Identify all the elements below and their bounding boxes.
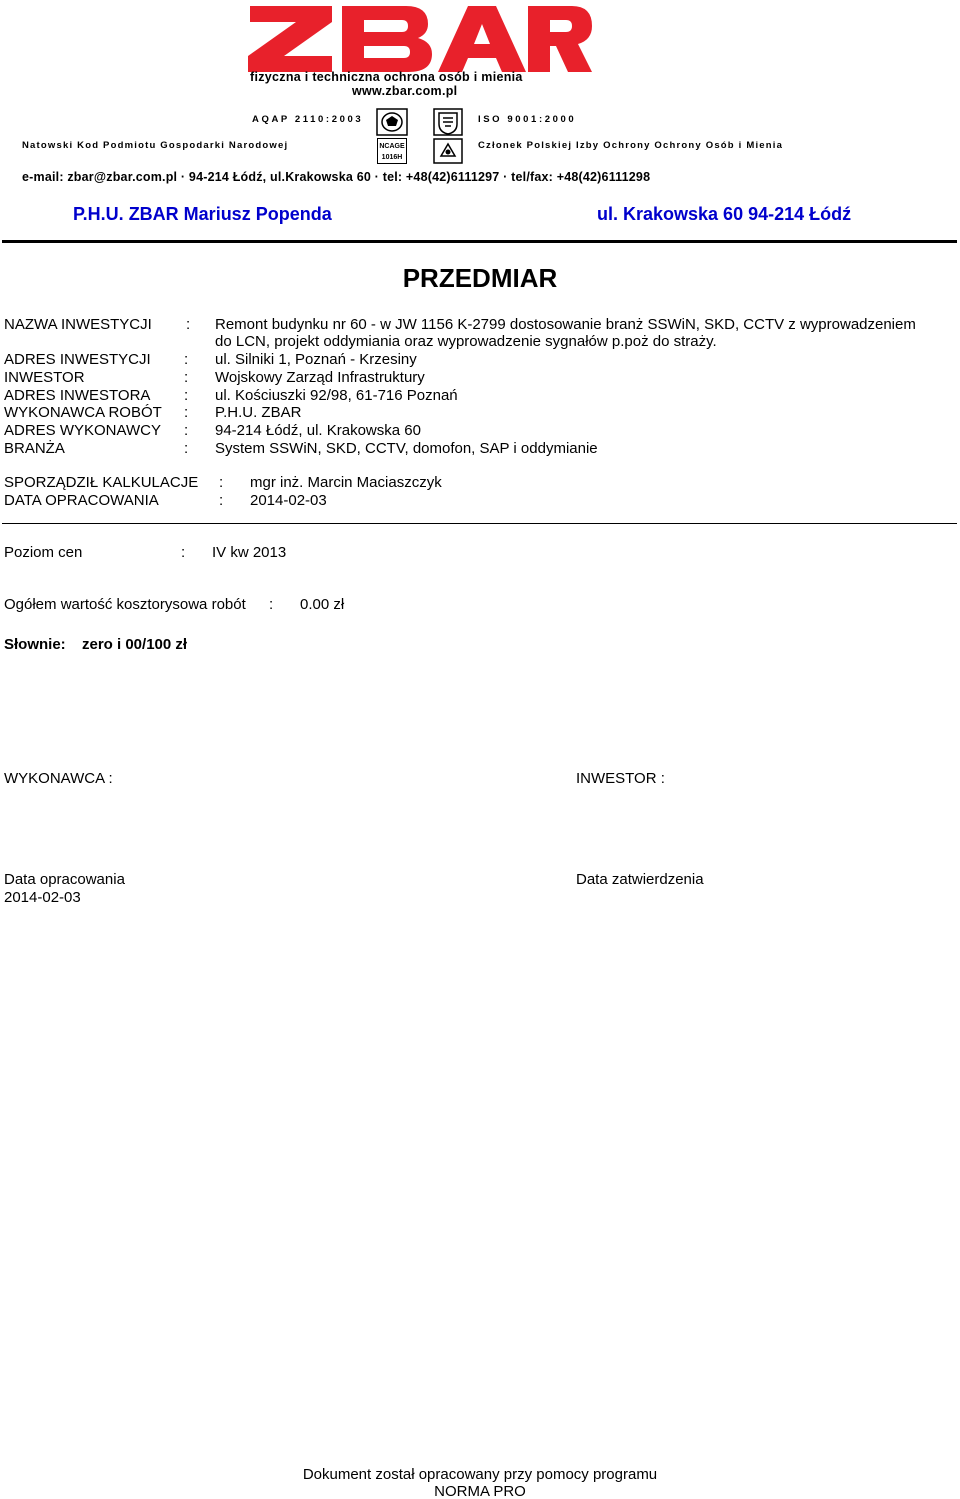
ncage-code: 1016H <box>381 154 403 161</box>
field-colon: : <box>219 492 224 509</box>
cert-aqap: AQAP 2110:2003 <box>252 114 364 125</box>
section-divider <box>2 523 957 524</box>
company-tagline: fizyczna i techniczna ochrona osób i mienia <box>250 70 523 84</box>
approval-date-label: Data zatwierdzenia <box>576 871 704 888</box>
field-colon: : <box>184 440 189 457</box>
firm-name: P.H.U. ZBAR Mariusz Popenda <box>73 204 332 224</box>
field-colon: : <box>184 387 189 404</box>
association-emblem-icon <box>433 108 463 136</box>
field-colon: : <box>186 316 191 333</box>
investor-value: Wojskowy Zarząd Infrastruktury <box>215 369 425 386</box>
investment-address-label: ADRES INWESTYCJI <box>4 351 151 368</box>
field-colon: : <box>269 596 274 613</box>
date-value: 2014-02-03 <box>250 492 327 509</box>
investor-address-label: ADRES INWESTORA <box>4 387 151 404</box>
contractor-address-label: ADRES WYKONAWCY <box>4 422 161 439</box>
preparation-date-value: 2014-02-03 <box>4 889 81 906</box>
document-title: PRZEDMIAR <box>402 263 558 293</box>
total-cost-value: 0.00 zł <box>300 596 345 613</box>
contractor-address-value: 94-214 Łódź, ul. Krakowska 60 <box>215 422 421 439</box>
total-cost-label: Ogółem wartość kosztorysowa robót <box>4 596 246 613</box>
price-level-value: IV kw 2013 <box>212 544 287 561</box>
investor-signature-label: INWESTOR : <box>576 770 665 787</box>
field-colon: : <box>184 351 189 368</box>
preparation-date-label: Data opracowania <box>4 871 125 888</box>
price-level-label: Poziom cen <box>4 544 83 561</box>
ncage-label: NCAGE <box>379 143 405 150</box>
contractor-value: P.H.U. ZBAR <box>215 404 302 421</box>
footer-program-name: NORMA PRO <box>434 1483 526 1499</box>
amount-in-words-label: Słownie: <box>4 636 66 653</box>
registry-code-text: Natowski Kod Podmiotu Gospodarki Narodowej <box>22 140 289 151</box>
prepared-by-label: SPORZĄDZIŁ KALKULACJE <box>4 474 199 491</box>
cert-iso: ISO 9001:2000 <box>478 114 577 125</box>
amount-in-words-value: zero i 00/100 zł <box>82 636 188 653</box>
contractor-label: WYKONAWCA ROBÓT <box>4 404 162 421</box>
field-colon: : <box>184 369 189 386</box>
field-colon: : <box>219 474 224 491</box>
zbar-logo-wordmark <box>246 2 594 74</box>
investment-name-value: Remont budynku nr 60 - w JW 1156 K-2799 dostosowanie branż SSWiN, SKD, CCTV z wyprowadzeniem <box>215 316 916 333</box>
investment-address-value: ul. Silniki 1, Poznań - Krzesiny <box>215 351 417 368</box>
chamber-membership-text: Członek Polskiej Izby Ochrony Ochrony Osób i Mienia <box>478 140 784 151</box>
branch-value: System SSWiN, SKD, CCTV, domofon, SAP i oddymianie <box>215 440 598 457</box>
company-website: www.zbar.com.pl <box>352 84 458 98</box>
prepared-by-value: mgr inż. Marcin Maciaszczyk <box>250 474 442 491</box>
date-label: DATA OPRACOWANIA <box>4 492 159 509</box>
firm-address: ul. Krakowska 60 94-214 Łódź <box>597 204 852 224</box>
investor-label: INWESTOR <box>4 369 85 386</box>
footer-generated-by: Dokument został opracowany przy pomocy programu <box>302 1466 658 1483</box>
company-contact-line: e-mail: zbar@zbar.com.pl · 94-214 Łódź, ul.Krakowska 60 · tel: +48(42)6111297 · tel/fax: +48(42)6111298 <box>22 170 651 184</box>
field-colon: : <box>181 544 186 561</box>
chamber-emblem-icon <box>433 138 463 164</box>
investment-name-value-cont: do LCN, projekt oddymiania oraz wyprowadzenie sygnałów p.poż do straży. <box>215 333 717 350</box>
investment-name-label: NAZWA INWESTYCJI <box>4 316 152 333</box>
header-divider <box>2 240 957 243</box>
branch-label: BRANŻA <box>4 440 65 457</box>
field-colon: : <box>184 404 189 421</box>
investor-address-value: ul. Kościuszki 92/98, 61-716 Poznań <box>215 387 458 404</box>
contractor-signature-label: WYKONAWCA : <box>4 770 113 787</box>
ncage-badge <box>377 138 407 164</box>
eagle-emblem-icon <box>376 108 408 136</box>
field-colon: : <box>184 422 189 439</box>
